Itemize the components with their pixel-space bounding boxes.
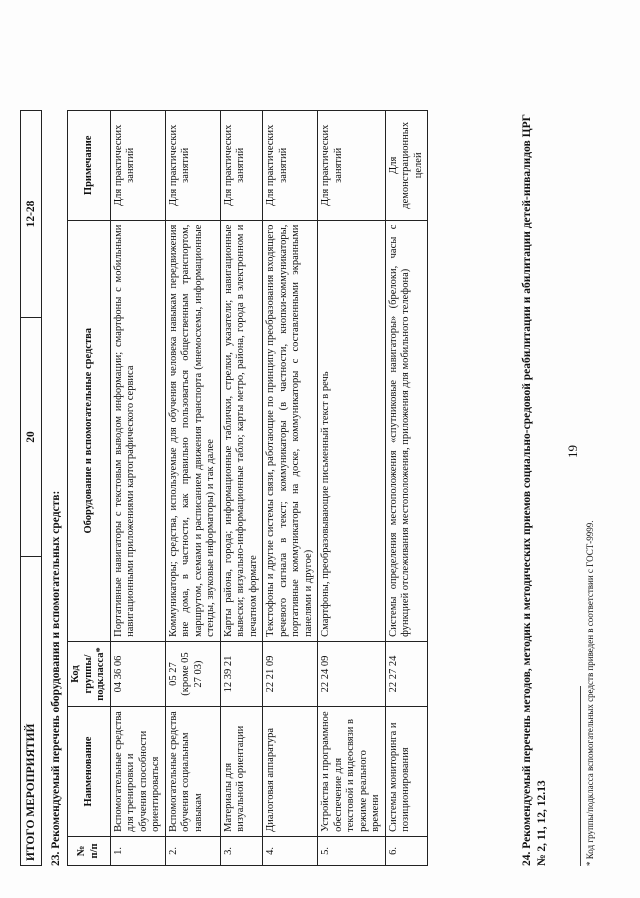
row-equipment: Коммуникаторы; средства, используемые для обучения человека навыкам передвижения вне дома, в частности, как правильно пользоваться общественным транспортом, маршрутом, схемами и расписанием движения транспорта (мнемосхемы, информационные стенды, звуковые информаторы) и так далее (165, 220, 220, 641)
row-num: 2. (165, 836, 220, 865)
row-name: Диалоговая аппаратура (263, 707, 318, 837)
row-equipment: Карты района, города; информационные таблички, стрелки, указатели; навигационные вывески; визуально-информационные табло; карты метро, района, города в электронном и печатном формате (220, 220, 263, 641)
table-row (385, 111, 428, 866)
row-code: 22 21 09 (263, 641, 318, 706)
row-name: Материалы для визуальной ориентации (220, 707, 263, 837)
table-row (220, 111, 263, 866)
table-row (110, 111, 165, 866)
row-code: 22 27 24 (385, 641, 428, 706)
row-note: Для практических занятий (110, 111, 165, 221)
header-equipment: Оборудование и вспомогательные средства (68, 220, 111, 641)
table-header-row (68, 111, 111, 866)
total-count: 20 (21, 318, 42, 557)
row-equipment: Текстофоны и другие системы связи, работающие по принципу преобразования входящего речевого сигнала в текст; коммуникаторы (в частности, кнопки-коммуникаторы, портативные коммуникаторы на доске, коммуникаторы с составленными экранными панелями и другое) (263, 220, 318, 641)
header-code: Код группы/ подкласса* (68, 641, 111, 706)
total-label: ИТОГО МЕРОПРИЯТИЙ (21, 557, 42, 866)
section-23-title: 23. Рекомендуемый перечень оборудования и вспомогательных средств: (50, 490, 62, 866)
row-num: 5. (318, 836, 386, 865)
row-note: Для демонстрационных целей (385, 111, 428, 221)
row-name: Устройства и программное обеспечение для текстовой и видеосвязи в режиме реального времени (318, 707, 386, 837)
row-num: 3. (220, 836, 263, 865)
row-equipment: Смартфоны, преобразовывающие письменный текст в речь (318, 220, 386, 641)
header-name: Наименование (68, 707, 111, 837)
total-row-table (20, 110, 42, 866)
section-24-title: 24. Рекомендуемый перечень методов, методик и методических приемов социально-средовой реабилитации и абилитации детей-инвалидов ЦРГ № 2, 11, 12, 12.13 (521, 114, 548, 866)
row-code: 05 27 (кроме 05 27 03) (165, 641, 220, 706)
row-code: 22 24 09 (318, 641, 386, 706)
row-note: Для практических занятий (318, 111, 386, 221)
footnote: * Код группы/подкласса вспомогательных средств приведен в соответствии с ГОСТ-9999. (585, 520, 595, 866)
row-num: 4. (263, 836, 318, 865)
header-num: № п/п (68, 836, 111, 865)
row-num: 1. (110, 836, 165, 865)
row-note: Для практических занятий (263, 111, 318, 221)
row-note: Для практических занятий (220, 111, 263, 221)
table-row (263, 111, 318, 866)
equipment-table (67, 110, 428, 866)
row-equipment: Портативные навигаторы с текстовым выводом информации; смартфоны с мобильными навигационными приложениями картографического сервиса (110, 220, 165, 641)
row-code: 12 39 21 (220, 641, 263, 706)
row-code: 04 36 06 (110, 641, 165, 706)
row-note: Для практических занятий (165, 111, 220, 221)
row-equipment: Системы определения местоположения «спутниковые навигаторы» (брелоки, часы с функцией отслеживания местоположения, приложения для мобильного телефона) (385, 220, 428, 641)
footnote-divider (580, 686, 581, 866)
page-number: 19 (565, 445, 580, 458)
row-name: Системы мониторинга и позиционирования (385, 707, 428, 837)
table-row (318, 111, 386, 866)
row-name: Вспомогательные средства для тренировки и обучения способности ориентироваться (110, 707, 165, 837)
header-note: Примечание (68, 111, 111, 221)
table-row (165, 111, 220, 866)
row-name: Вспомогательные средства обучения социальным навыкам (165, 707, 220, 837)
total-range: 12-28 (21, 111, 42, 318)
row-num: 6. (385, 836, 428, 865)
